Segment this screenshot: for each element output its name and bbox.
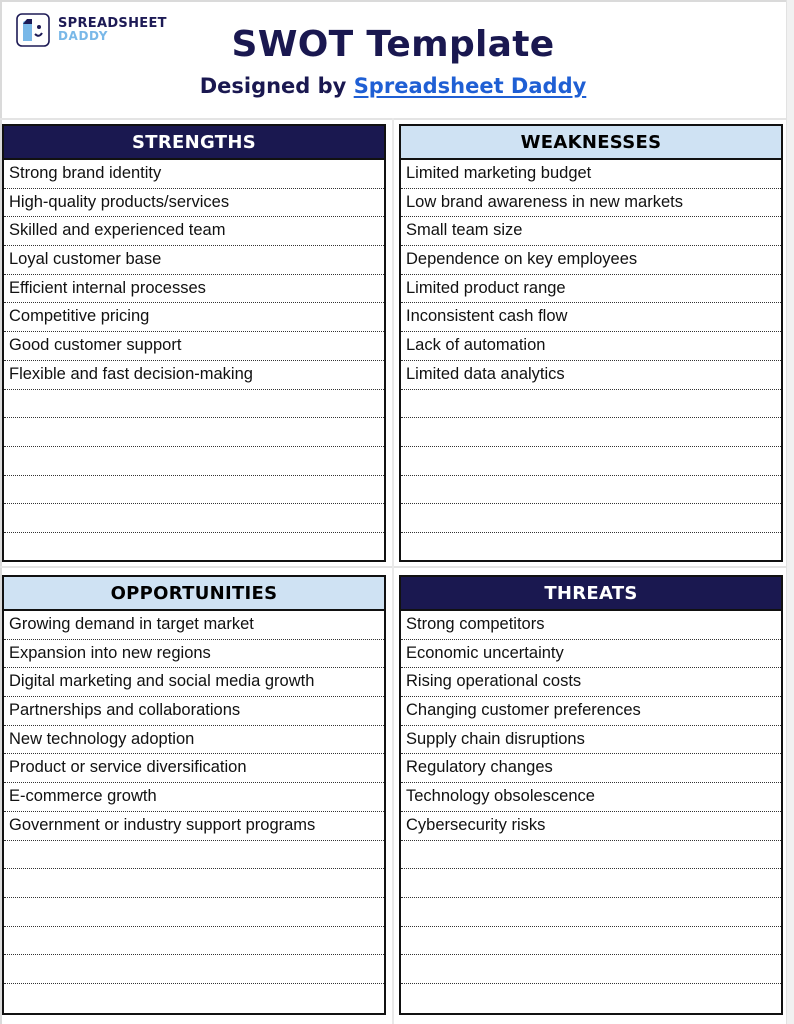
- strengths-item-cell[interactable]: [4, 447, 384, 476]
- opportunities-item-cell[interactable]: [4, 898, 384, 927]
- strengths-item-cell[interactable]: High-quality products/services: [4, 189, 384, 218]
- threats-item-cell[interactable]: [401, 955, 781, 984]
- opportunities-item-cell[interactable]: [4, 841, 384, 870]
- strengths-item-cell[interactable]: Good customer support: [4, 332, 384, 361]
- sheet-gridline-top: [0, 0, 786, 2]
- threats-item-cell[interactable]: [401, 984, 781, 1013]
- strengths-item-cell[interactable]: [4, 390, 384, 419]
- weaknesses-item-cell[interactable]: [401, 533, 781, 562]
- opportunities-item-cell[interactable]: New technology adoption: [4, 726, 384, 755]
- opportunities-panel: [2, 575, 386, 1015]
- weaknesses-item-cell[interactable]: [401, 447, 781, 476]
- threats-header: THREATS: [401, 577, 781, 611]
- threats-item-cell[interactable]: Cybersecurity risks: [401, 812, 781, 841]
- page-title: SWOT Template: [231, 24, 555, 65]
- weaknesses-item-cell[interactable]: Limited marketing budget: [401, 160, 781, 189]
- strengths-item-cell[interactable]: Competitive pricing: [4, 303, 384, 332]
- threats-panel: [399, 575, 783, 1015]
- threats-item-cell[interactable]: [401, 927, 781, 956]
- opportunities-item-cell[interactable]: Partnerships and collaborations: [4, 697, 384, 726]
- strengths-item-cell[interactable]: Efficient internal processes: [4, 275, 384, 304]
- weaknesses-panel: [399, 124, 783, 562]
- opportunities-item-cell[interactable]: Product or service diversification: [4, 754, 384, 783]
- threats-item-cell[interactable]: Regulatory changes: [401, 754, 781, 783]
- brand-name-line2: DADDY: [58, 29, 108, 43]
- threats-item-cell[interactable]: Technology obsolescence: [401, 783, 781, 812]
- sheet-scroll-strip[interactable]: [786, 0, 794, 1024]
- page-subtitle: [0, 74, 786, 98]
- weaknesses-item-cell[interactable]: Small team size: [401, 217, 781, 246]
- opportunities-header: OPPORTUNITIES: [4, 577, 384, 611]
- strengths-item-cell[interactable]: Loyal customer base: [4, 246, 384, 275]
- threats-item-cell[interactable]: [401, 841, 781, 870]
- weaknesses-item-cell[interactable]: [401, 418, 781, 447]
- weaknesses-item-cell[interactable]: Low brand awareness in new markets: [401, 189, 781, 218]
- brand-name-line1: SPREADSHEET: [58, 16, 167, 31]
- weaknesses-item-cell[interactable]: Inconsistent cash flow: [401, 303, 781, 332]
- opportunities-item-cell[interactable]: [4, 927, 384, 956]
- opportunities-item-cell[interactable]: Expansion into new regions: [4, 640, 384, 669]
- opportunities-item-cell[interactable]: E-commerce growth: [4, 783, 384, 812]
- opportunities-item-cell[interactable]: [4, 869, 384, 898]
- weaknesses-item-cell[interactable]: [401, 504, 781, 533]
- threats-item-cell[interactable]: Supply chain disruptions: [401, 726, 781, 755]
- weaknesses-header: WEAKNESSES: [401, 126, 781, 160]
- opportunities-item-cell[interactable]: [4, 984, 384, 1013]
- threats-item-cell[interactable]: [401, 898, 781, 927]
- threats-item-cell[interactable]: Economic uncertainty: [401, 640, 781, 669]
- strengths-item-cell[interactable]: Flexible and fast decision-making: [4, 361, 384, 390]
- strengths-item-cell[interactable]: [4, 504, 384, 533]
- strengths-item-cell[interactable]: Skilled and experienced team: [4, 217, 384, 246]
- strengths-item-cell[interactable]: [4, 476, 384, 505]
- strengths-panel: [2, 124, 386, 562]
- subtitle-prefix: Designed by: [199, 74, 354, 98]
- weaknesses-item-cell[interactable]: Limited product range: [401, 275, 781, 304]
- threats-item-cell[interactable]: Rising operational costs: [401, 668, 781, 697]
- weaknesses-item-cell[interactable]: [401, 476, 781, 505]
- weaknesses-item-cell[interactable]: Dependence on key employees: [401, 246, 781, 275]
- opportunities-item-cell[interactable]: Digital marketing and social media growth: [4, 668, 384, 697]
- spreadsheet-daddy-link[interactable]: Spreadsheet Daddy: [353, 74, 587, 98]
- threats-item-cell[interactable]: [401, 869, 781, 898]
- opportunities-item-cell[interactable]: [4, 955, 384, 984]
- strengths-header: STRENGTHS: [4, 126, 384, 160]
- sheet-column-divider: [392, 118, 394, 1024]
- strengths-item-cell[interactable]: Strong brand identity: [4, 160, 384, 189]
- opportunities-item-cell[interactable]: Growing demand in target market: [4, 611, 384, 640]
- opportunities-item-cell[interactable]: Government or industry support programs: [4, 812, 384, 841]
- weaknesses-item-cell[interactable]: Limited data analytics: [401, 361, 781, 390]
- weaknesses-item-cell[interactable]: Lack of automation: [401, 332, 781, 361]
- weaknesses-item-cell[interactable]: [401, 390, 781, 419]
- threats-item-cell[interactable]: Changing customer preferences: [401, 697, 781, 726]
- threats-item-cell[interactable]: Strong competitors: [401, 611, 781, 640]
- strengths-item-cell[interactable]: [4, 418, 384, 447]
- strengths-item-cell[interactable]: [4, 533, 384, 562]
